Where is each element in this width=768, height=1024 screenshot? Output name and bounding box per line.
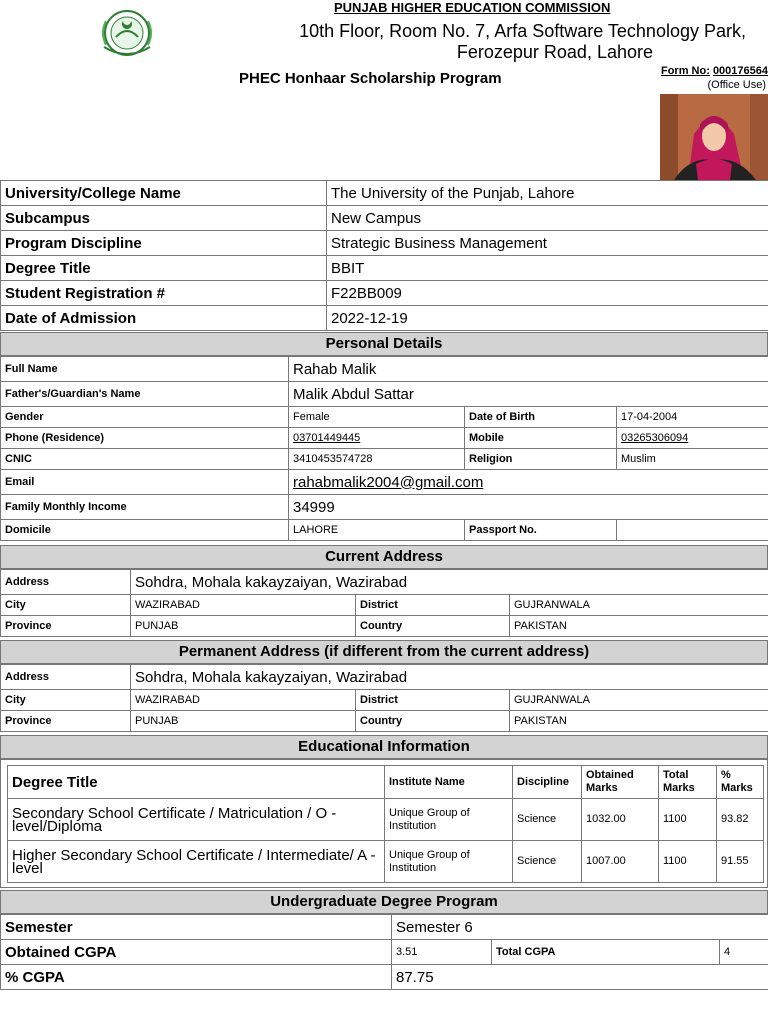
section-permanent-address: Permanent Address (if different from the current address) [0,640,768,664]
degree-value: BBIT [327,256,768,281]
university-value: The University of the Punjab, Lahore [327,181,768,206]
table-row: Province PUNJAB Country PAKISTAN [1,711,768,732]
domicile-value: LAHORE [289,520,465,541]
permanent-district-value: GUJRANWALA [510,690,768,711]
education-table [7,765,764,883]
table-row: Gender Female Date of Birth 17-04-2004 [1,407,768,428]
office-use: (Office Use) [707,79,766,91]
org-address [234,21,746,63]
table-row: Student Registration # F22BB009 [1,281,768,306]
permanent-city-value: WAZIRABAD [131,690,356,711]
table-row: Subcampus New Campus [1,206,768,231]
current-city-value: WAZIRABAD [131,595,356,616]
table-row: Email rahabmalik2004@gmail.com [1,470,768,495]
email-link[interactable]: rahabmalik2004@gmail.com [289,470,768,495]
address-line-2: Ferozepur Road, Lahore [456,42,653,62]
religion-value: Muslim [617,449,768,470]
admission-date-value: 2022-12-19 [327,306,768,331]
col-total-marks: Total Marks [659,766,717,799]
current-country-value: PAKISTAN [510,616,768,637]
col-degree-title: Degree Title [8,766,385,799]
table-row: Province PUNJAB Country PAKISTAN [1,616,768,637]
section-personal-details: Personal Details [0,332,768,356]
section-current-address: Current Address [0,545,768,569]
father-name-value: Malik Abdul Sattar [289,382,768,407]
col-discipline: Discipline [513,766,582,799]
table-row: CNIC 3410453574728 Religion Muslim [1,449,768,470]
col-obtained-marks: Obtained Marks [582,766,659,799]
col-percent-marks: % Marks [717,766,764,799]
subcampus-value: New Campus [327,206,768,231]
current-province-value: PUNJAB [131,616,356,637]
mobile-link[interactable]: 03265306094 [617,428,768,449]
phec-logo-icon [96,7,158,57]
full-name-value: Rahab Malik [289,357,768,382]
cgpa-value: 3.51 [392,940,492,965]
table-row: Degree Title BBIT [1,256,768,281]
permanent-address-table [0,664,768,732]
semester-value: Semester 6 [392,915,768,940]
table-row: Secondary School Certificate / Matriculation / O - level/Diploma Unique Group of Institution Science 1032.00 1100 93.82 [8,799,764,841]
table-row: University/College Name The University of the Punjab, Lahore [1,181,768,206]
table-row: Full Name Rahab Malik [1,357,768,382]
table-row: Address Sohdra, Mohala kakayzaiyan, Wazirabad [1,570,768,595]
section-educational-information: Educational Information [0,735,768,759]
table-row: Obtained CGPA 3.51 Total CGPA 4 [1,940,768,965]
cnic-value: 3410453574728 [289,449,465,470]
passport-value [617,520,768,541]
phone-link[interactable]: 03701449445 [289,428,465,449]
table-row: Family Monthly Income 34999 [1,495,768,520]
personal-table [0,356,768,541]
registration-value: F22BB009 [327,281,768,306]
address-line-1: 10th Floor, Room No. 7, Arfa Software Technology Park, [299,21,746,41]
table-row: Address Sohdra, Mohala kakayzaiyan, Wazirabad [1,665,768,690]
table-row: Father's/Guardian's Name Malik Abdul Sattar [1,382,768,407]
permanent-country-value: PAKISTAN [510,711,768,732]
section-undergraduate-program: Undergraduate Degree Program [0,890,768,914]
table-row: % CGPA 87.75 [1,965,768,990]
permanent-address-value: Sohdra, Mohala kakayzaiyan, Wazirabad [131,665,768,690]
undergrad-table [0,914,768,990]
table-header-row [8,766,764,799]
program-title: PHEC Honhaar Scholarship Program [239,70,502,87]
gender-value: Female [289,407,465,428]
table-row: Higher Secondary School Certificate / Intermediate/ A - level Unique Group of Institution Science 1007.00 1100 91.55 [8,841,764,883]
percent-cgpa-value: 87.75 [392,965,768,990]
dob-value: 17-04-2004 [617,407,768,428]
income-value: 34999 [289,495,768,520]
table-row: Program Discipline Strategic Business Management [1,231,768,256]
permanent-province-value: PUNJAB [131,711,356,732]
table-row: Date of Admission 2022-12-19 [1,306,768,331]
student-photo [660,94,768,180]
table-row: Phone (Residence) 03701449445 Mobile 03265306094 [1,428,768,449]
current-district-value: GUJRANWALA [510,595,768,616]
table-row: City WAZIRABAD District GUJRANWALA [1,690,768,711]
current-address-value: Sohdra, Mohala kakayzaiyan, Wazirabad [131,570,768,595]
form-number: Form No: 000176564 [660,65,768,77]
table-row: Semester Semester 6 [1,915,768,940]
current-address-table [0,569,768,637]
col-institute-name: Institute Name [385,766,513,799]
education-container [0,759,768,888]
org-name: PUNJAB HIGHER EDUCATION COMMISSION [334,0,611,15]
table-row: City WAZIRABAD District GUJRANWALA [1,595,768,616]
program-value: Strategic Business Management [327,231,768,256]
total-cgpa-value: 4 [720,940,768,965]
table-row: Domicile LAHORE Passport No. [1,520,768,541]
institution-table [0,180,768,331]
